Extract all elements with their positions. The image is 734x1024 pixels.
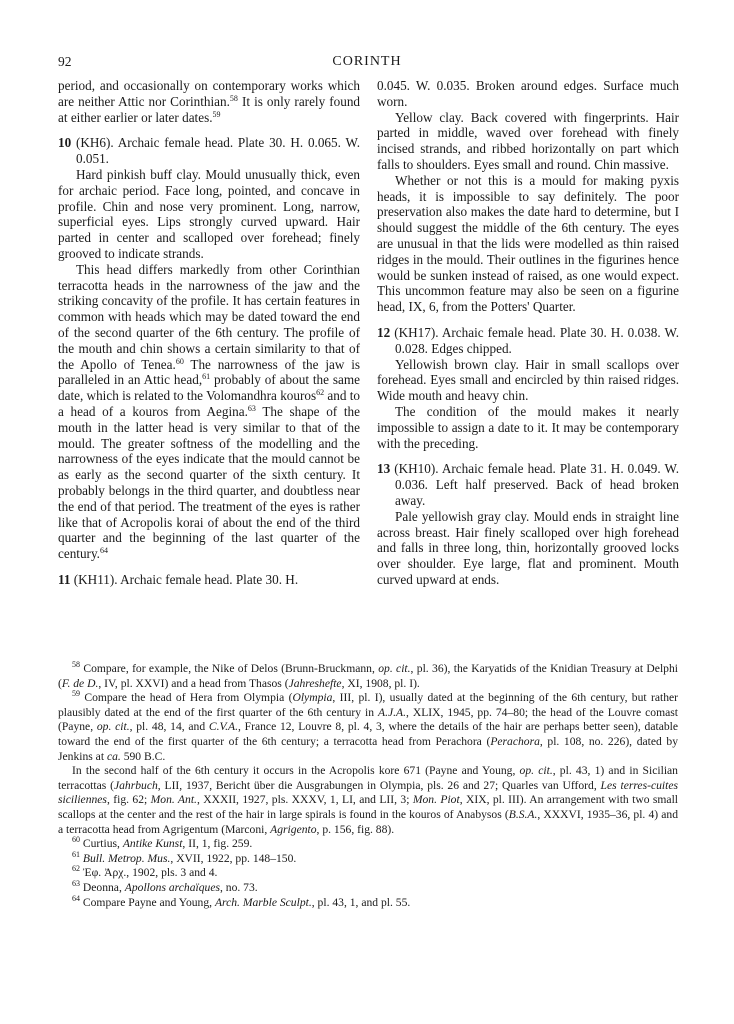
entry-10-discussion: This head differs markedly from other Corinthian terracotta heads in the narrowness of the jaw and the striking concavity of the profile. It has certain features in common with heads which may be dated toward the end of the second quarter of the 6th century. The profile of the mouth and chin shows a certain similarity to that of the Apollo of Tenea.$^{60}$ The narrowness of the jaw is paralleled in an Attic head,$^{61}$ probably of about the same date, which is related to the Volomandhra kouros$^{62}$ and to a head of a kouros from Aegina.$^{63}$ The shape of the mouth in the latter head is very similar to that of the mould. The greater softness of the modelling and the narrowness of the eyes indicate that the mould cannot be as early as the second quarter of the sixth century. It probably belongs in the third quarter, and doubtless near the end of that period. The treatment of the eyes is rather like that of Acropolis korai of about the end of the third quarter and the beginning of the last quarter of the century.$^{64}$: [58, 261, 360, 562]
entry-13-description: Pale yellowish gray clay. Mould ends in straight line across breast. Hair finely scalloped over high forehead and falls in three long, thin, horizontally grooved locks over shoulder. Eye large, flat and prominent. Mouth curved upward at ends.: [377, 508, 679, 587]
footnote-ref-61: 61: [202, 372, 211, 382]
footnote-60: $^{60}$ Curtius, Antike Kunst, II, 1, fig. 259.: [72, 835, 253, 851]
footnote-ref-59: 59: [212, 109, 221, 119]
entry-10-heading: 10 (KH6). Archaic female head. Plate 30. H. 0.065. W. 0.051.: [58, 135, 360, 167]
left-column: [58, 78, 360, 588]
entry-12-heading: 12 (KH17). Archaic female head. Plate 30. H. 0.038. W. 0.028. Edges chipped.: [377, 324, 679, 356]
page-number: 92: [58, 54, 72, 69]
footnote-59: $^{59}$ Compare the head of Hera from Olympia (Olympia, III, pl. I), usually dated at the beginning of the 6th century, but rather plausibly dated at the end of the first quarter of the 6th century in A.J.A., XLIX, 1945, pp. 74–80; the head of the Louvre comast (Payne, op. cit., pl. 48, 14, and C.V.A., France 12, Louvre 8, pl. 4, 3, where the details of the hair are perhaps better seen), datable toward the end of the first quarter of the 6th century; a terracotta head from Perachora (Perachora, pl. 108, no. 226), dated by Jenkins at ca. 590 B.C.: [58, 689, 678, 763]
footnote-59-continued: In the second half of the 6th century it occurs in the Acropolis kore 671 (Payne and Young, op. cit., pl. 43, 1) and in Sicilian terracottas (Jahrbuch, LII, 1937, Bericht über die Ausgrabungen in Olympia, pls. 26 and 27; Quarles van Ufford, Les terres-cuites siciliennes, fig. 62; Mon. Ant., XXXII, 1927, pls. XXXV, 1, LI, and LII, 3; Mon. Piot, XIX, pl. III). An arrangement with two small scallops at the center and the rest of the hair in large spirals is found in the kouros of Anabysos (B.S.A., XXXVI, 1935–36, pl. 4) and a terracotta head from Agrigentum (Marconi, Agrigento, p. 156, fig. 88).: [58, 764, 679, 836]
footnote-61: $^{61}$ Bull. Metrop. Mus., XVII, 1922, pp. 148–150.: [72, 849, 297, 865]
footnote-63: $^{63}$ Deonna, Apollons archaïques, no. 73.: [72, 878, 258, 894]
running-head: CORINTH: [332, 54, 402, 69]
entry-12-discussion: The condition of the mould makes it nearly impossible to assign a date to it. It may be contemporary with the preceding.: [377, 403, 679, 451]
footnotes: [58, 662, 678, 910]
right-column: [377, 78, 679, 588]
footnote-58: $^{58}$ Compare, for example, the Nike of Delos (Brunn-Bruckmann, op. cit., pl. 36), the Karyatids of the Knidian Treasury at Delphi (F. de D., IV, pl. XXVI) and a head from Thasos (Jahreshefte, XI, 1908, pl. I).: [58, 660, 678, 690]
footnote-ref-58: 58: [229, 93, 238, 103]
entry-12-description: Yellowish brown clay. Hair in small scallops over forehead. Eyes small and encircled by thin raised ridges. Wide mouth and heavy chin.: [377, 356, 679, 404]
footnote-62: $^{62}$ Ἐφ. Ἀρχ., 1902, pls. 3 and 4.: [72, 864, 218, 880]
footnote-ref-62: 62: [316, 388, 325, 398]
entry-13-heading: 13 (KH10). Archaic female head. Plate 31. H. 0.049. W. 0.036. Left half preserved. Back of head broken away.: [377, 461, 679, 508]
footnote-ref-60: 60: [175, 356, 184, 366]
entry-11-description: Yellow clay. Back covered with fingerprints. Hair parted in middle, waved over forehead with finely incised strands, and ribbed horizontally on part which falls to shoulders. Eyes small and round. Chin massive.: [377, 109, 679, 172]
footnote-64: $^{64}$ Compare Payne and Young, Arch. Marble Sculpt., pl. 43, 1, and pl. 55.: [72, 893, 411, 909]
footnote-ref-63: 63: [247, 403, 256, 413]
paragraph-intro: period, and occasionally on contemporary works which are neither Attic nor Corinthian.$^{58}$ It is only rarely found at either earlier or later dates.$^{59}$: [58, 78, 361, 125]
entry-11-heading: 11 (KH11). Archaic female head. Plate 30. H.: [58, 571, 299, 587]
entry-10-description: Hard pinkish buff clay. Mould unusually thick, even for archaic period. Face long, pointed, and concave in profile. Chin and nose very prominent. Long, narrow, superficial eyes. Lips strongly curved upward. Hair parted in center and scalloped over forehead; finely grooved to indicate strands.: [58, 166, 360, 261]
entry-11-heading-continued: 0.045. W. 0.035. Broken around edges. Surface much worn.: [377, 78, 679, 109]
footnote-ref-64: 64: [99, 546, 108, 556]
entry-11-discussion: Whether or not this is a mould for making pyxis heads, it is impossible to say definitely. The poor preservation also makes the date hard to determine, but I should suggest the middle of the 6th century. The eyes are unusual in that the lids were modelled as thin raised ridges in the mould. Their outlines in the figurines hence would be sunken instead of raised, as one would expect. This uncommon feature may also be seen on a figurine head, IX, 6, from the Potters' Quarter.: [377, 172, 679, 315]
